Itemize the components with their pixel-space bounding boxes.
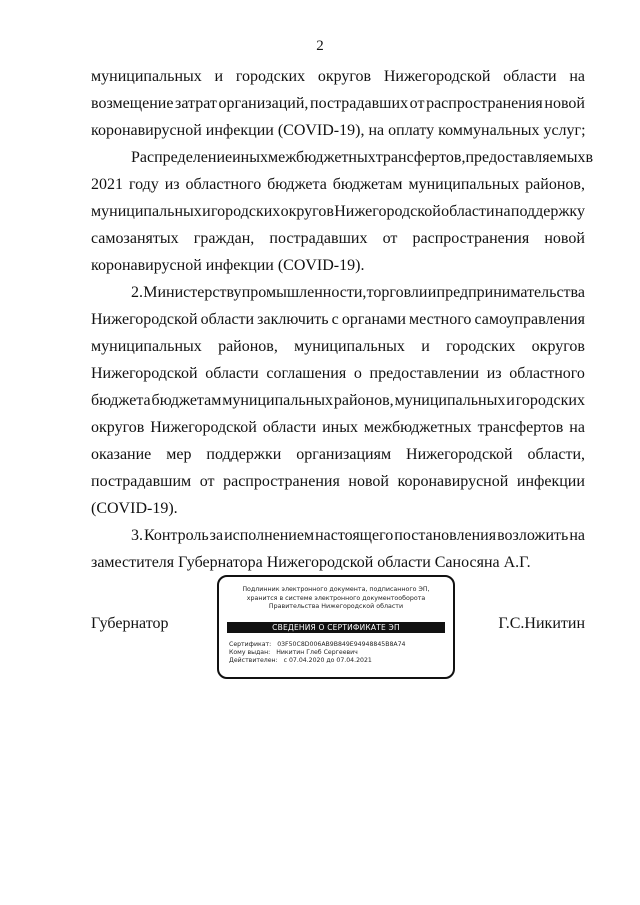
word: новой (348, 473, 389, 490)
word: в (585, 149, 594, 166)
word: коронавирусной (397, 473, 509, 490)
word: самозанятых (91, 230, 179, 247)
word: муниципальных (91, 338, 202, 355)
stamp-header (219, 586, 453, 612)
word: с (331, 311, 339, 328)
word: межбюджетных (363, 419, 472, 436)
issued-to-label: Кому выдан: (229, 648, 271, 656)
word: области (262, 419, 317, 436)
word: возмещение (91, 95, 174, 112)
word: граждан, (193, 230, 255, 247)
word: оказание (91, 446, 152, 463)
word: промышленности, (241, 284, 367, 301)
word: распространения (426, 95, 543, 112)
word: городских (515, 392, 585, 409)
word: Нижегородской (406, 446, 513, 463)
word: Распределение (131, 149, 233, 166)
word: мер (166, 446, 192, 463)
text-line (91, 175, 585, 195)
word: распространения (223, 473, 340, 490)
word: возложить (497, 527, 569, 544)
certificate-label: Сертификат: (229, 641, 272, 648)
word: области (503, 68, 557, 85)
word: 2. (131, 284, 143, 301)
word: иных (322, 419, 358, 436)
stamp-header-line: Правительства Нижегородской области (268, 603, 404, 611)
word: области, (527, 446, 585, 463)
word: областного (185, 176, 262, 193)
word: Нижегородской (91, 311, 198, 328)
word: межбюджетных (267, 149, 376, 166)
word: предпринимательства (436, 284, 585, 301)
word: районов, (525, 176, 585, 193)
word: из (486, 365, 502, 382)
text-line (91, 67, 585, 87)
word: распространения (412, 230, 530, 247)
word: городских (211, 203, 281, 220)
word: муниципальных (91, 68, 202, 85)
electronic-signature-stamp (217, 575, 455, 679)
word: местного (408, 311, 472, 328)
word: поддержку (510, 203, 585, 220)
valid-label: Действителен: (229, 656, 278, 664)
text-line (91, 337, 585, 357)
word: году (128, 176, 159, 193)
text-line (91, 445, 585, 465)
word: области (441, 203, 495, 220)
word: организациям (296, 446, 392, 463)
word: на (569, 68, 585, 85)
word: новой (544, 95, 585, 112)
word: и (202, 203, 211, 220)
word: округов (91, 419, 145, 436)
word: заключить (257, 311, 329, 328)
word: исполнением (224, 527, 315, 544)
word: поддержки (206, 446, 282, 463)
word: 3. (131, 527, 143, 544)
word: районов, (333, 392, 394, 409)
word: и (427, 284, 437, 301)
word: Нижегородской (334, 203, 441, 220)
word: от (199, 473, 215, 490)
word: округов (280, 203, 334, 220)
word: бюджета (91, 392, 151, 409)
word: затрат (175, 95, 217, 112)
word: 2021 (91, 176, 123, 193)
word: округов (317, 68, 372, 85)
word: из (164, 176, 180, 193)
text-line (91, 310, 585, 330)
word: пострадавшим (91, 473, 192, 490)
word: Нижегородской (91, 365, 198, 382)
word: муниципальных (91, 203, 202, 220)
word: городских (446, 338, 516, 355)
word: Нижегородской (383, 68, 491, 85)
word: бюджетам (332, 176, 403, 193)
signatory-position: Губернатор (91, 615, 169, 632)
word: от (409, 95, 425, 112)
word: о (353, 365, 362, 382)
word: и (214, 68, 224, 85)
issued-to-value: Никитин Глеб Сергеевич (276, 648, 358, 656)
word: бюджета (267, 176, 327, 193)
word: области (200, 311, 255, 328)
signatory-name: Г.С.Никитин (498, 615, 585, 632)
word: за (209, 527, 224, 544)
word: иных (232, 149, 268, 166)
word: муниципальных (394, 392, 506, 409)
stamp-header-line: хранится в системе электронного документооборота (246, 594, 426, 602)
text-line (91, 229, 585, 249)
text-line (91, 418, 585, 438)
word: на (569, 527, 585, 544)
word: муниципальных (222, 392, 333, 409)
word: организаций, (218, 95, 309, 112)
text-line (91, 364, 585, 384)
text-line (91, 391, 585, 411)
text-line (131, 526, 585, 546)
text-line: коронавирусной инфекции (COVID-19), на оплату коммунальных услуг; (91, 122, 586, 139)
valid-value: с 07.04.2020 до 07.04.2021 (283, 656, 372, 664)
word: предоставлении (369, 365, 480, 382)
stamp-issued-row (229, 649, 449, 657)
text-line: (COVID-19). (91, 500, 178, 517)
stamp-details (229, 641, 449, 664)
word: трансфертов (477, 419, 564, 436)
word: бюджетам (151, 392, 222, 409)
stamp-title: СВЕДЕНИЯ О СЕРТИФИКАТЕ ЭП (227, 622, 445, 633)
text-line: заместителя Губернатора Нижегородской области Саносяна А.Г. (91, 554, 531, 571)
word: округов (531, 338, 585, 355)
word: и (421, 338, 430, 355)
stamp-certificate-row (229, 641, 449, 649)
word: настоящего (315, 527, 394, 544)
word: муниципальных (408, 176, 520, 193)
word: Контроль (143, 527, 209, 544)
word: от (382, 230, 398, 247)
word: областного (509, 365, 585, 382)
word: муниципальных (294, 338, 405, 355)
word: предоставляемых (465, 149, 586, 166)
word: городских (235, 68, 306, 85)
certificate-value: 03F50C8D006AB9B849E94948845B8A74 (277, 641, 406, 648)
word: области (205, 365, 259, 382)
word: самоуправления (474, 311, 585, 328)
text-line (91, 202, 585, 222)
text-line (91, 472, 585, 492)
text-line (91, 94, 585, 114)
word: инфекции (516, 473, 585, 490)
word: на (494, 203, 511, 220)
word: Министерству (143, 284, 242, 301)
word: органами (341, 311, 406, 328)
page-number: 2 (316, 38, 324, 54)
word: районов, (218, 338, 278, 355)
word: соглашения (266, 365, 347, 382)
word: новой (544, 230, 585, 247)
stamp-header-line: Подлинник электронного документа, подписанного ЭП, (242, 586, 430, 593)
word: торговли (366, 284, 428, 301)
word: постановления (394, 527, 497, 544)
text-line: коронавирусной инфекции (COVID-19). (91, 257, 365, 274)
stamp-valid-row (229, 657, 449, 665)
text-line (131, 283, 585, 303)
text-line (131, 148, 594, 168)
word: на (569, 419, 585, 436)
word: пострадавших (310, 95, 409, 112)
word: пострадавших (269, 230, 368, 247)
word: трансфертов, (375, 149, 466, 166)
word: Нижегородской (150, 419, 257, 436)
word: и (506, 392, 515, 409)
